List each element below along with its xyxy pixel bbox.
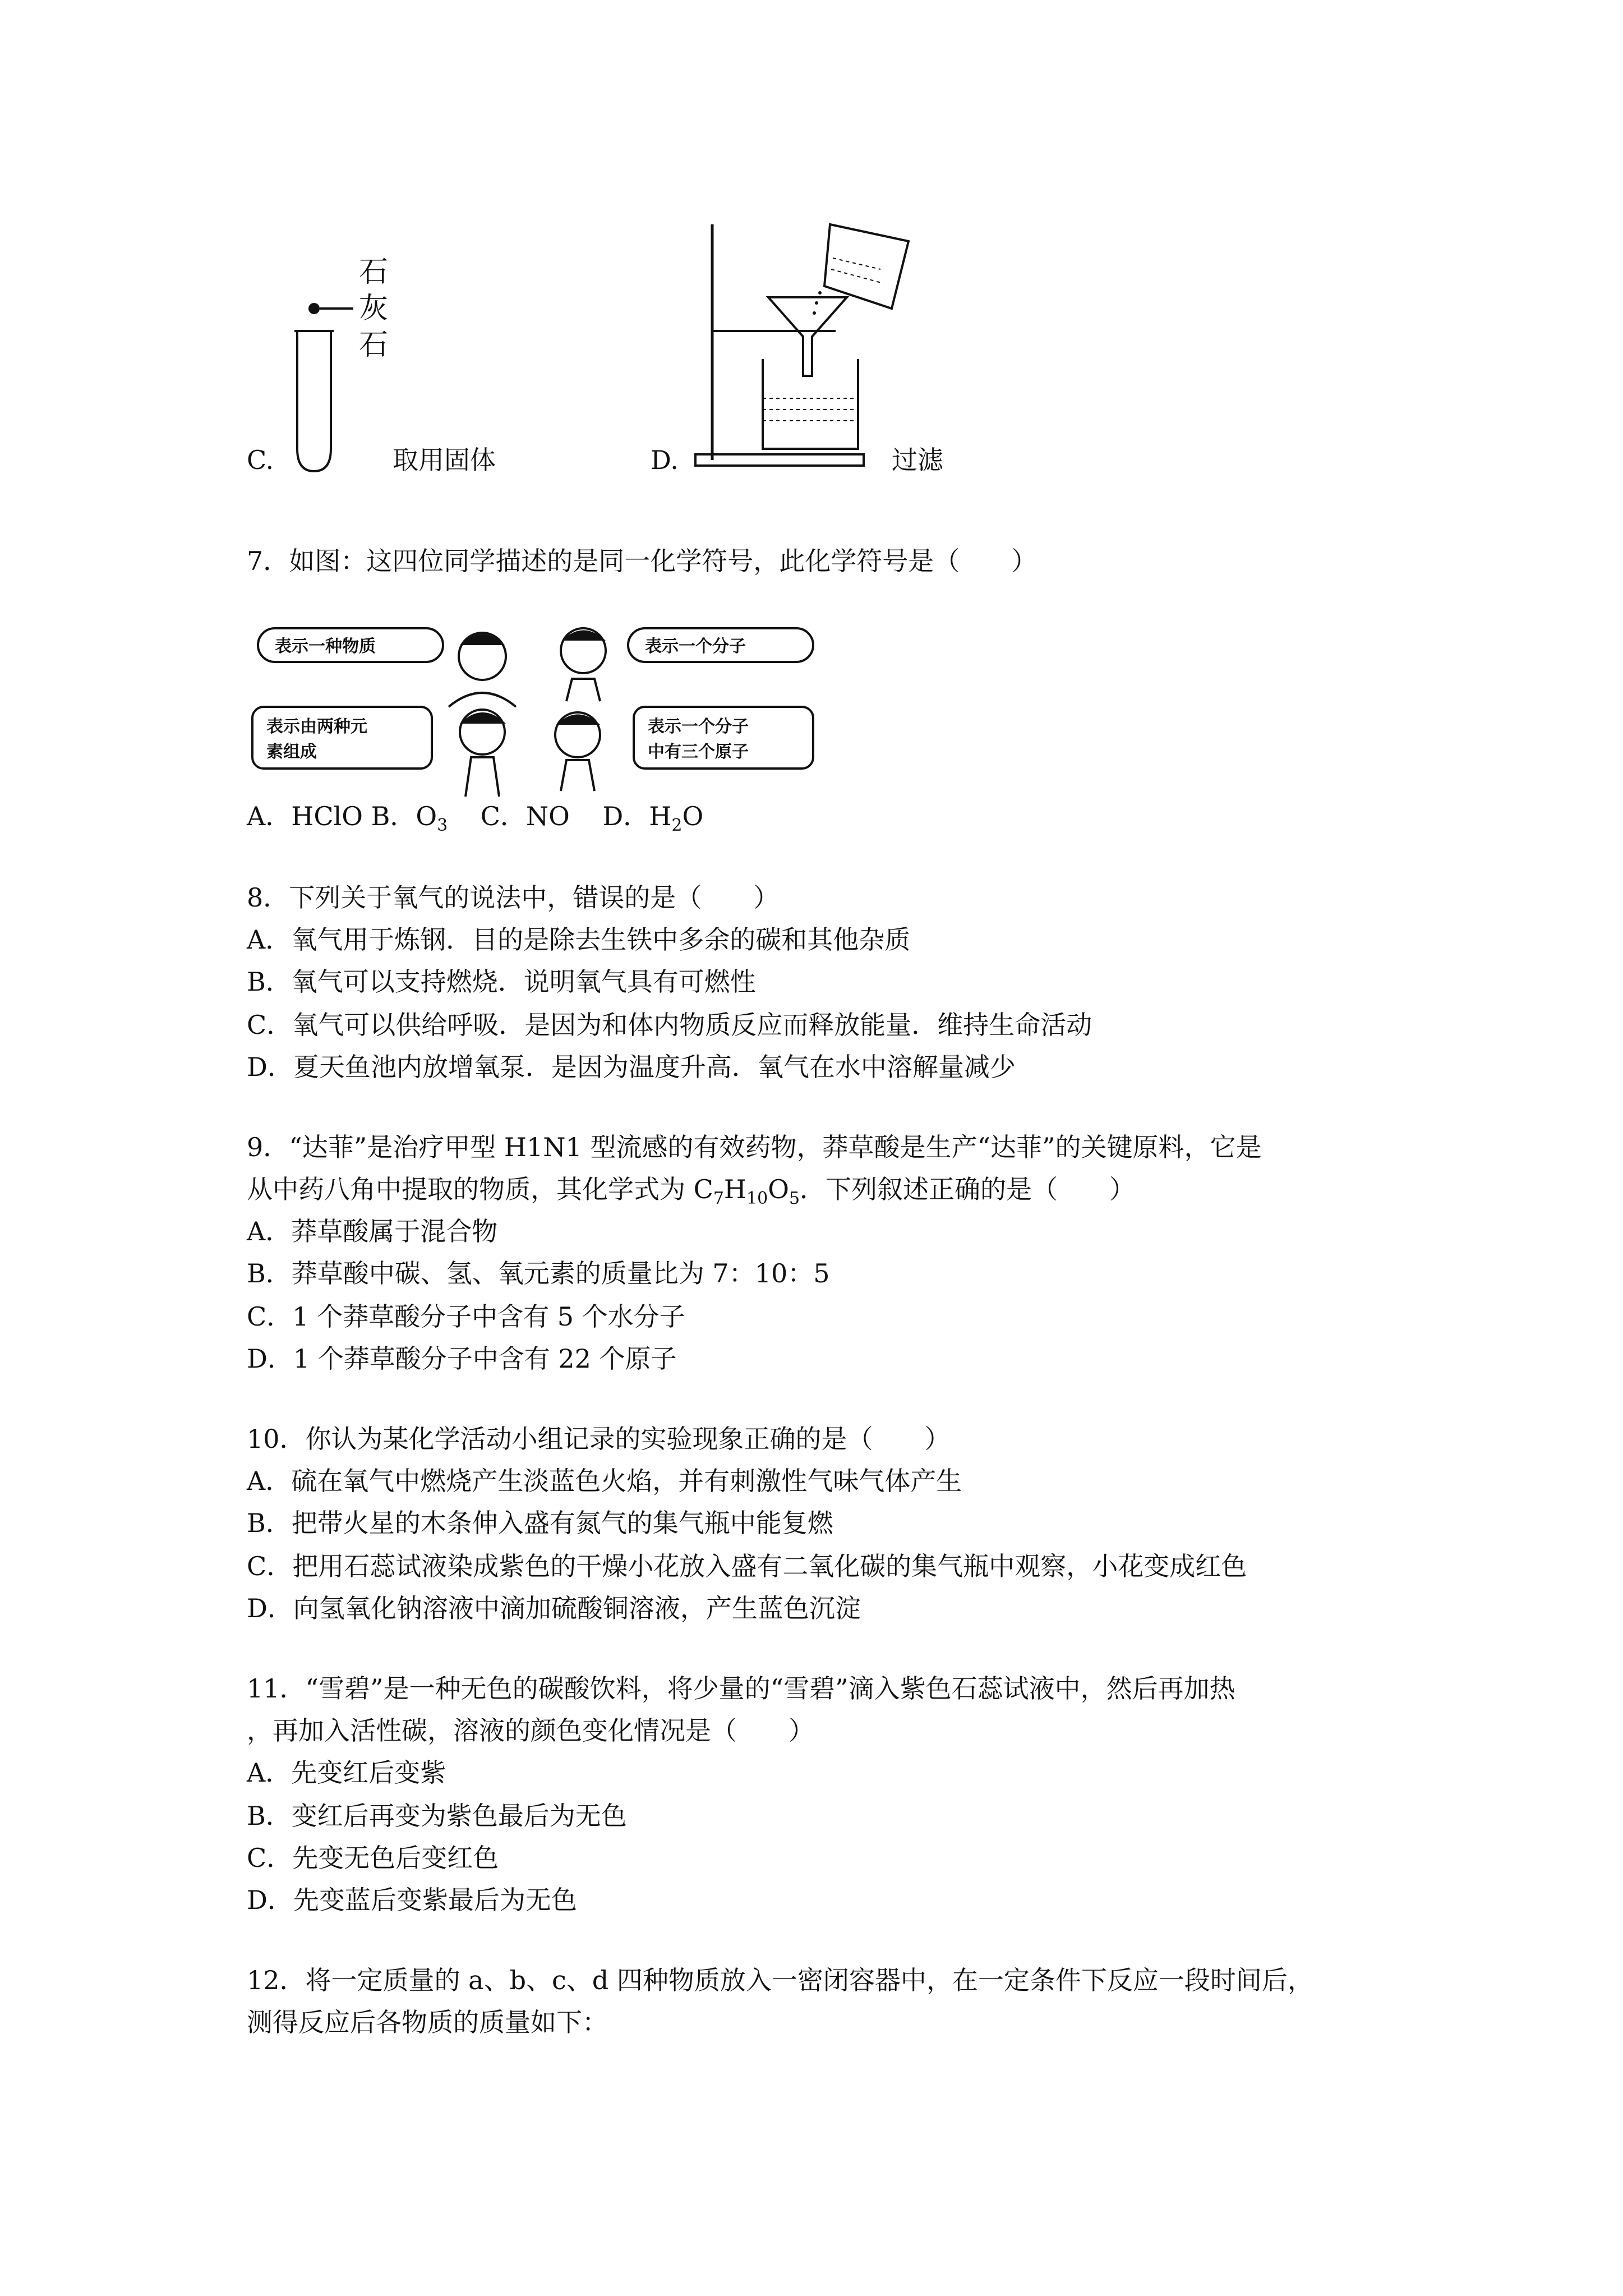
- q9-option-c: C．1 个莽草酸分子中含有 5 个水分子: [247, 1301, 685, 1332]
- q6-option-d-text: 过滤: [892, 445, 943, 475]
- bubble-text-1: 表示一种物质: [275, 637, 376, 656]
- q7-option-b: B．$O_3$: [371, 801, 448, 835]
- q7-options: [247, 799, 703, 833]
- bubble-text-2: 表示一个分子: [645, 637, 746, 656]
- q11-line-1: 11．“雪碧”是一种无色的碳酸饮料，将少量的“雪碧”滴入紫色石蕊试液中，然后再加热: [247, 1673, 1235, 1704]
- q9-option-b: B．莽草酸中碳、氢、氧元素的质量比为 7：10：5: [247, 1258, 830, 1289]
- q7-stem: 7．如图：这四位同学描述的是同一化学符号，此化学符号是（ ）: [247, 546, 1038, 576]
- figC-char-2: 灰: [359, 292, 389, 325]
- q8-option-d: D．夏天鱼池内放增氧泵．是因为温度升高．氧气在水中溶解量减少: [247, 1052, 1016, 1082]
- q8-stem: 8．下列关于氧气的说法中，错误的是（ ）: [247, 882, 780, 913]
- bubble-text-3: 表示由两种元: [266, 717, 367, 737]
- figC-char-3: 石: [359, 328, 389, 362]
- q7-option-c: C．NO: [480, 801, 570, 831]
- q9-line-1: 9．“达菲”是治疗甲型 H1N1 型流感的有效药物，莽草酸是生产“达菲”的关键原料，它是: [247, 1132, 1262, 1162]
- q8-option-c: C．氧气可以供给呼吸．是因为和体内物质反应而释放能量．维持生命活动: [247, 1010, 1092, 1040]
- q6-option-c-text: 取用固体: [393, 445, 496, 475]
- q12-line-1: 12．将一定质量的 a、b、c、d 四种物质放入一密闭容器中，在一定条件下反应一段时间后，: [247, 1965, 1313, 1995]
- q8-option-b: B．氧气可以支持燃烧．说明氧气具有可燃性: [247, 967, 756, 997]
- q9-option-a: A．莽草酸属于混合物: [247, 1216, 498, 1246]
- q11-option-c: C．先变无色后变红色: [247, 1843, 499, 1873]
- q10-stem: 10．你认为某化学活动小组记录的实验现象正确的是（ ）: [247, 1424, 951, 1454]
- figC-char-1: 石: [359, 255, 389, 289]
- q10-option-b: B．把带火星的木条伸入盛有氮气的集气瓶中能复燃: [247, 1508, 833, 1538]
- bubble-text-6: 中有三个原子: [648, 742, 749, 762]
- bubble-text-5: 表示一个分子: [648, 717, 749, 737]
- q7-option-d: D．$H_2O$: [602, 801, 704, 835]
- q10-option-a: A．硫在氧气中燃烧产生淡蓝色火焰，并有刺激性气味气体产生: [247, 1466, 962, 1496]
- q9-option-d: D．1 个莽草酸分子中含有 22 个原子: [247, 1343, 677, 1374]
- bubble-text-4: 素组成: [266, 742, 317, 762]
- q11-option-a: A．先变红后变紫: [247, 1757, 446, 1788]
- four-students-figure: [247, 611, 830, 802]
- q10-option-d: D．向氢氧化钠溶液中滴加硫酸铜溶液，产生蓝色沉淀: [247, 1593, 861, 1623]
- q11-option-d: D．先变蓝后变紫最后为无色: [247, 1885, 577, 1915]
- q9-line-2: 从中药八角中提取的物质，其化学式为 $C_7H_{10}O_5$．下列叙述正确的是（ ）: [247, 1174, 1136, 1208]
- filtration-apparatus-figure: [690, 213, 925, 477]
- q10-option-c: C．把用石蕊试液染成紫色的干燥小花放入盛有二氧化碳的集气瓶中观察，小花变成红色: [247, 1551, 1247, 1581]
- q6-option-d-label: D.: [651, 445, 679, 475]
- q8-option-a: A．氧气用于炼钢．目的是除去生铁中多余的碳和其他杂质: [247, 924, 911, 955]
- q11-option-b: B．变红后再变为紫色最后为无色: [247, 1801, 627, 1831]
- q11-line-2: ，再加入活性碳，溶液的颜色变化情况是（ ）: [247, 1715, 814, 1746]
- q7-option-a: A．HClO: [247, 801, 363, 831]
- q6-option-c-label: C.: [247, 445, 274, 475]
- q12-line-2: 测得反应后各物质的质量如下：: [247, 2007, 608, 2037]
